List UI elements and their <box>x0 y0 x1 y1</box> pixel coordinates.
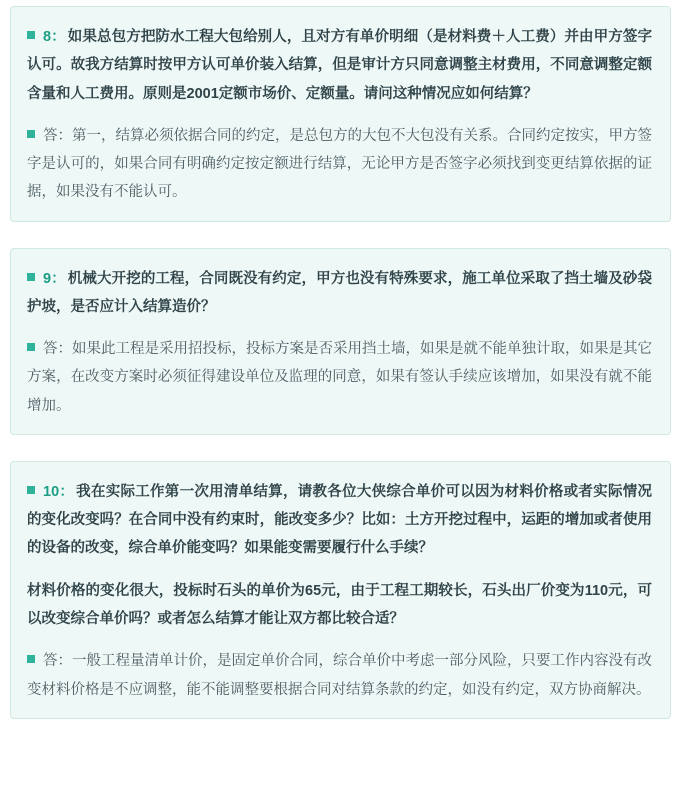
qa-card-9 <box>10 248 671 435</box>
answer-block <box>27 122 652 207</box>
question-number: 8： <box>43 29 66 45</box>
question-number: 10： <box>43 483 75 500</box>
square-bullet-icon <box>27 273 35 281</box>
square-bullet-icon <box>27 486 35 494</box>
question-number: 9： <box>43 270 66 287</box>
question-block <box>27 478 652 563</box>
qa-card-8 <box>10 6 671 222</box>
question-block <box>27 23 652 108</box>
question-text: 我在实际工作第一次用清单结算，请教各位大侠综合单价可以因为材料价格或者实际情况的变化改变吗？在合同中没有约束时，能改变多少？比如：土方开挖过程中，运距的增加或者使用的设备的改变，综合单价能变吗？如果能变需要履行什么手续？ <box>27 483 652 557</box>
answer-label: 答： <box>43 127 72 144</box>
answer-text: 如果此工程是采用招投标，投标方案是否采用挡土墙，如果是就不能单独计取，如果是其它方案，在改变方案时必须征得建设单位及监理的同意，如果有签认手续应该增加，如果没有就不能增加。 <box>27 341 652 414</box>
answer-label: 答： <box>43 653 72 670</box>
square-bullet-icon <box>27 655 35 663</box>
sub-question-block: 材料价格的变化很大，投标时石头的单价为65元，由于工程工期较长，石头出厂价变为110元，可以改变综合单价吗？或者怎么结算才能让双方都比较合适？ <box>27 582 652 627</box>
answer-text: 第一，结算必须依据合同的约定，是总包方的大包不大包没有关系。合同约定按实，甲方签字是认可的，如果合同有明确约定按定额进行结算，无论甲方是否签字必须找到变更结算依据的证据，如果没有不能认可。 <box>27 127 652 201</box>
square-bullet-icon <box>27 130 35 138</box>
answer-text: 一般工程量清单计价，是固定单价合同，综合单价中考虑一部分风险，只要工作内容没有改变材料价格是不应调整，能不能调整要根据合同对结算条款的约定，如没有约定，双方协商解决。 <box>27 653 652 698</box>
answer-block <box>27 647 652 704</box>
question-text: 如果总包方把防水工程大包给别人，且对方有单价明细（是材料费＋人工费）并由甲方签字认可。故我方结算时按甲方认可单价装入结算，但是审计方只同意调整主材费用，不同意调整定额含量和人工费用。原则是2001定额市场价、定额量。请问这种情况应如何结算？ <box>27 29 652 102</box>
square-bullet-icon <box>27 31 35 39</box>
answer-label: 答： <box>43 341 72 358</box>
answer-block <box>27 335 652 420</box>
question-block <box>27 265 652 322</box>
square-bullet-icon <box>27 343 35 351</box>
question-text: 机械大开挖的工程，合同既没有约定，甲方也没有特殊要求，施工单位采取了挡土墙及砂袋护坡，是否应计入结算造价？ <box>27 270 652 315</box>
qa-card-10 <box>10 461 671 719</box>
